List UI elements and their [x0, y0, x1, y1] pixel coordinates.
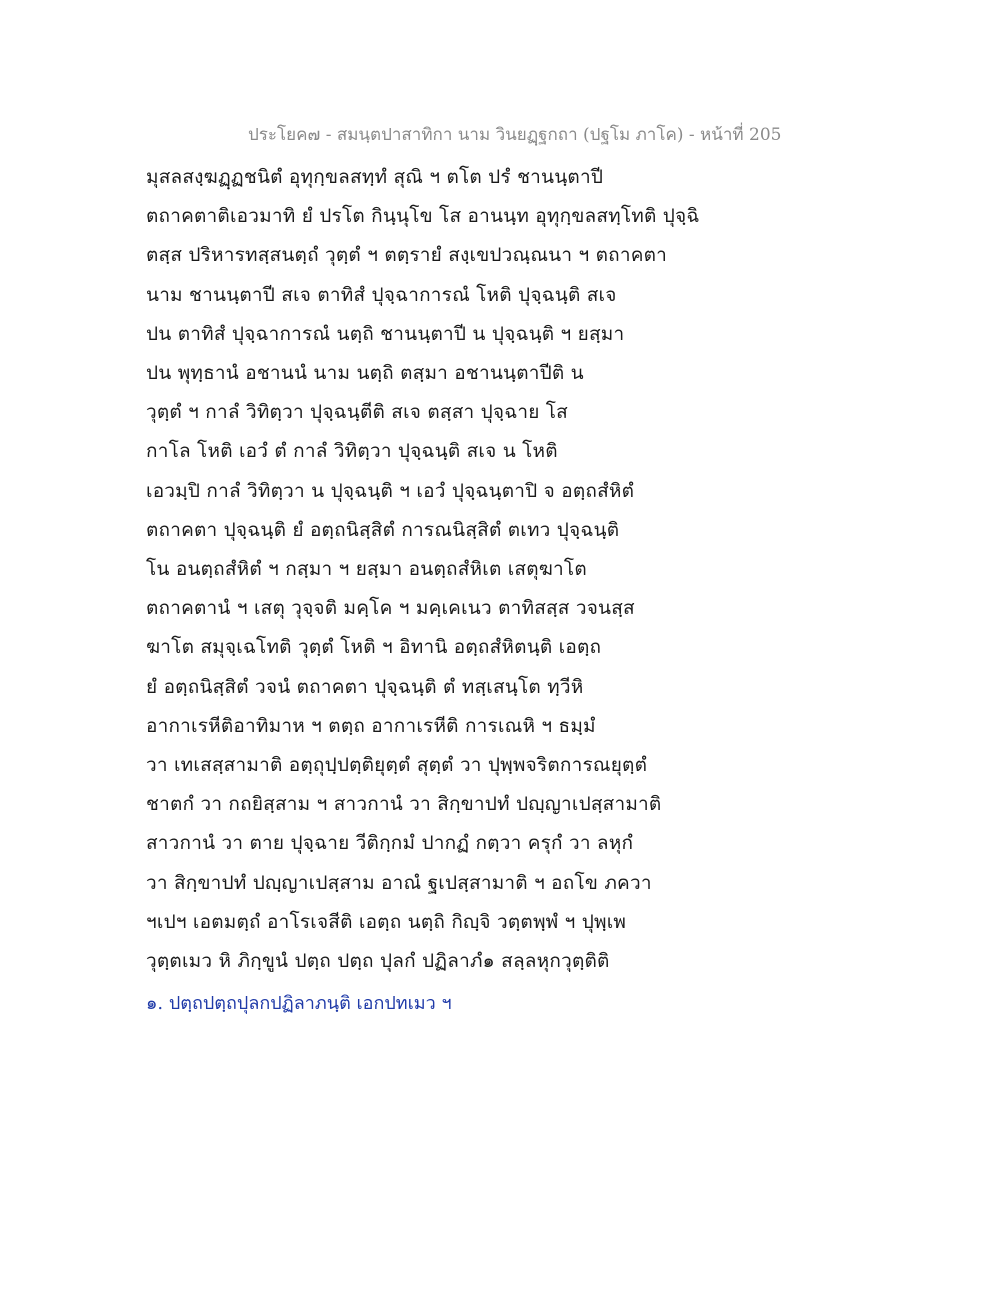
body-text	[146, 158, 706, 981]
text-line: ชาตกํ วา กถยิสฺสาม ฯ สาวกานํ วา สิกฺขาปทํ ปญฺญาเปสฺสามาติ	[146, 793, 662, 816]
text-line: ฆาโต สมุจฺเฉโทติ วุตฺตํ โหติ ฯ อิทานิ อตฺถสํหิตนฺติ เอตฺถ	[146, 636, 602, 659]
text-line: วา สิกฺขาปทํ ปญฺญาเปสฺสาม อาณํ ฐเปสฺสามาติ ฯ อถโข ภควา	[146, 871, 652, 894]
text-line: เอวมฺปิ กาลํ วิทิตฺวา น ปุจฺฉนฺติ ฯ เอวํ ปุจฺฉนฺตาปิ จ อตฺถสํหิตํ	[146, 479, 635, 502]
text-line: วุตฺตเมว หิ ภิกฺขูนํ ปตฺถ ปตฺถ ปุลกํ ปฏิลาภํ๑ สลฺลหุกวุตฺติติ	[146, 950, 610, 973]
footnote: ๑. ปตฺถปตฺถปุลกปฏิลาภนฺติ เอกปทเมว ฯ	[146, 993, 452, 1014]
text-line: ยํ อตฺถนิสฺสิตํ วจนํ ตถาคตา ปุจฺฉนฺติ ตํ ทสฺเสนฺโต ทฺวีหิ	[146, 675, 584, 698]
text-line: ตถาคตา ปุจฺฉนฺติ ยํ อตฺถนิสฺสิตํ การณนิสฺสิตํ ตเทว ปุจฺฉนฺติ	[146, 518, 620, 541]
text-line: วา เทเสสฺสามาติ อตฺถุปฺปตฺติยุตฺตํ สุตฺตํ วา ปุพฺพจริตการณยุตฺตํ	[146, 754, 648, 777]
text-line: กาโล โหติ เอวํ ตํ กาลํ วิทิตฺวา ปุจฺฉนฺติ สเจ น โหติ	[146, 440, 558, 463]
text-line: ปน ตาทิสํ ปุจฺฉาการณํ นตฺถิ ชานนฺตาปี น ปุจฺฉนฺติ ฯ ยสฺมา	[146, 322, 625, 345]
text-line: ปน พุทฺธานํ อชานนํ นาม นตฺถิ ตสฺมา อชานนฺตาปีติ น	[146, 362, 584, 385]
text-line: อากาเรหีติอาทิมาห ฯ ตตฺถ อากาเรหีติ การเณหิ ฯ ธมฺมํ	[146, 714, 596, 737]
text-line: วุตฺตํ ฯ กาลํ วิทิตฺวา ปุจฺฉนฺตีติ สเจ ตสฺสา ปุจฺฉาย โส	[146, 401, 568, 424]
text-line: สาวกานํ วา ตาย ปุจฺฉาย วีติกฺกมํ ปากฏํ กตฺวา ครุกํ วา ลหุกํ	[146, 832, 634, 855]
text-line: โน อนตฺถสํหิตํ ฯ กสฺมา ฯ ยสฺมา อนตฺถสํหิเต เสตุฆาโต	[146, 558, 587, 581]
text-line: มุสลสงฺฆฏฺฏชนิตํ อุทุกฺขลสทฺทํ สุณิ ฯ ตโต ปรํ ชานนฺตาปี	[146, 166, 604, 188]
text-line: ตสฺส ปริหารทสฺสนตฺถํ วุตฺตํ ฯ ตตฺรายํ สงฺเขปวณฺณนา ฯ ตถาคตา	[146, 244, 668, 267]
text-line: ฯเปฯ เอตมตฺถํ อาโรเจสีติ เอตฺถ นตฺถิ กิญฺจิ วตฺตพฺพํ ฯ ปุพฺเพ	[146, 910, 627, 933]
text-line: นาม ชานนฺตาปี สเจ ตาทิสํ ปุจฺฉาการณํ โหติ ปุจฺฉนฺติ สเจ	[146, 283, 617, 306]
text-line: ตถาคตาติเอวมาทิ ยํ ปรโต กินฺนุโข โส อานนฺท อุทุกฺขลสทฺโทติ ปุจฺฉิ	[146, 205, 700, 228]
text-line: ตถาคตานํ ฯ เสตุ วุจฺจติ มคฺโค ฯ มคฺเคเนว ตาทิสสฺส วจนสฺส	[146, 597, 635, 620]
running-header: ประโยค๗ - สมนฺตปาสาทิกา นาม วินยฏฺฐกถา (ปฐโม ภาโค) - หน้าที่ 205	[248, 125, 782, 145]
